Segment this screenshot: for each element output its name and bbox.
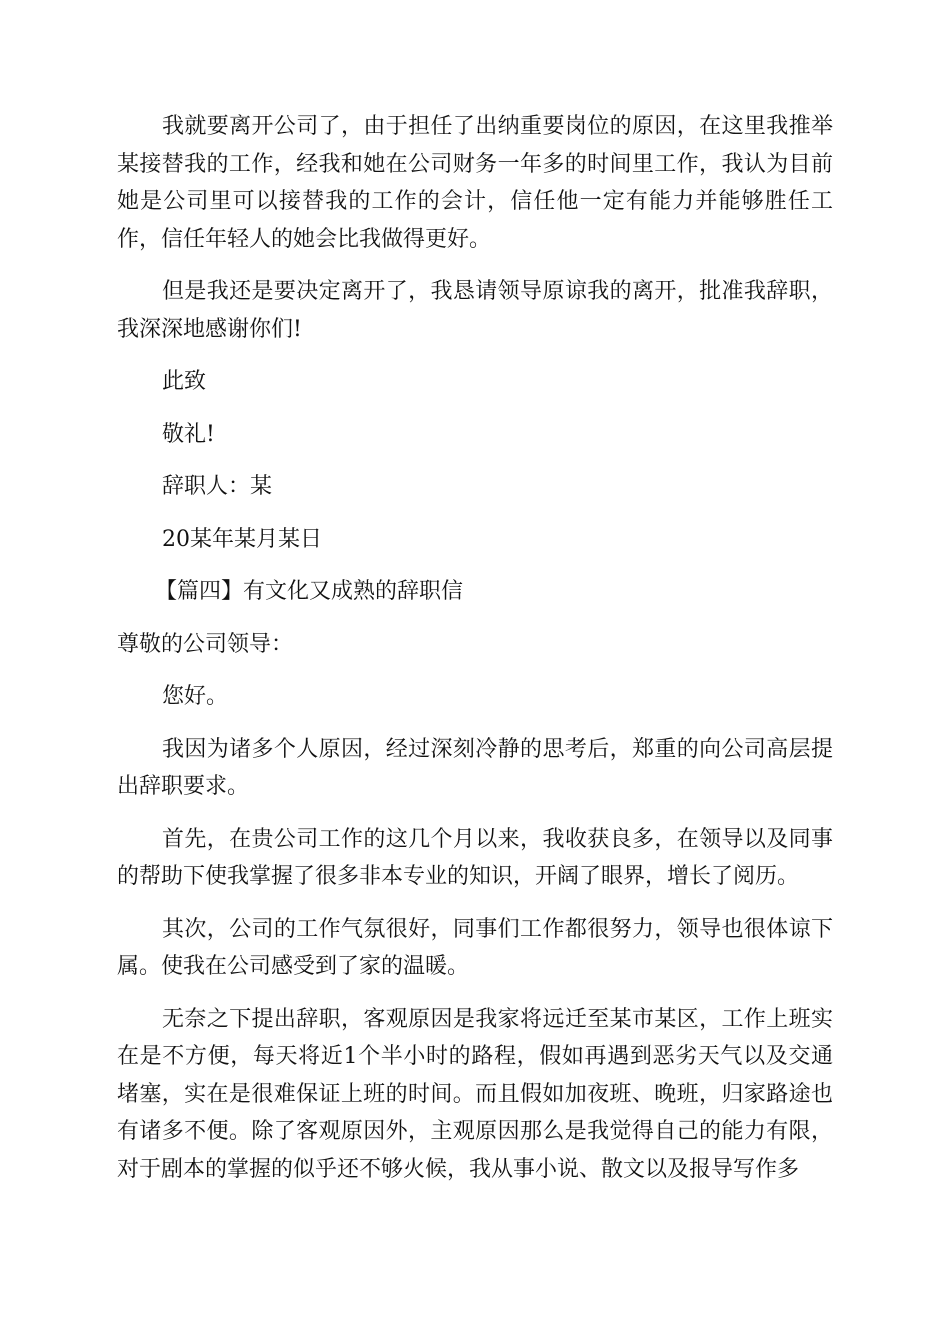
closing-salutation: 此致 — [162, 369, 207, 394]
closing-regards: 敬礼! — [162, 421, 215, 447]
paragraph-handover: 我就要离开公司了，由于担任了出纳重要岗位的原因，在这里我推举某接替我的工作，经我和她在公司财务一年多的时间里工作，我认为目前她是公司里可以接替我的工作的会计，信任他一定有能力并能够胜任工作，信任年轻人的她会比我做得更好。 — [117, 114, 833, 252]
paragraph-gratitude: 首先，在贵公司工作的这几个月以来，我收获良多，在领导以及同事的帮助下使我掌握了很多非本专业的知识，开阔了眼界，增长了阅历。 — [117, 826, 833, 889]
letter-addressee: 尊敬的公司领导： — [117, 631, 294, 657]
paragraph-atmosphere: 其次，公司的工作气氛很好，同事们工作都很努力，领导也很体谅下属。使我在公司感受到了家的温暖。 — [117, 916, 833, 979]
date-line: 20某年某月某日 — [162, 526, 322, 552]
signature-line: 辞职人：某 — [162, 474, 273, 499]
letter-greeting: 您好。 — [162, 684, 229, 709]
document-page — [117, 108, 833, 1203]
paragraph-resignation-intent: 我因为诸多个人原因，经过深刻冷静的思考后，郑重的向公司高层提出辞职要求。 — [117, 736, 833, 799]
paragraph-request-approval: 但是我还是要决定离开了，我恳请领导原谅我的离开，批准我辞职，我深深地感谢你们! — [117, 279, 833, 342]
paragraph-reasons: 无奈之下提出辞职，客观原因是我家将远迁至某市某区，工作上班实在是不方便，每天将近1个半小时的路程，假如再遇到恶劣天气以及交通堵塞，实在是很难保证上班的时间。而且假如加夜班、晚班，归家路途也有诸多不便。除了客观原因外，主观原因那么是我觉得自己的能力有限，对于剧本的掌握的似乎还不够火候，我从事小说、散文以及报导写作多 — [117, 1006, 833, 1182]
section-heading: 【篇四】有文化又成熟的辞职信 — [155, 579, 464, 604]
